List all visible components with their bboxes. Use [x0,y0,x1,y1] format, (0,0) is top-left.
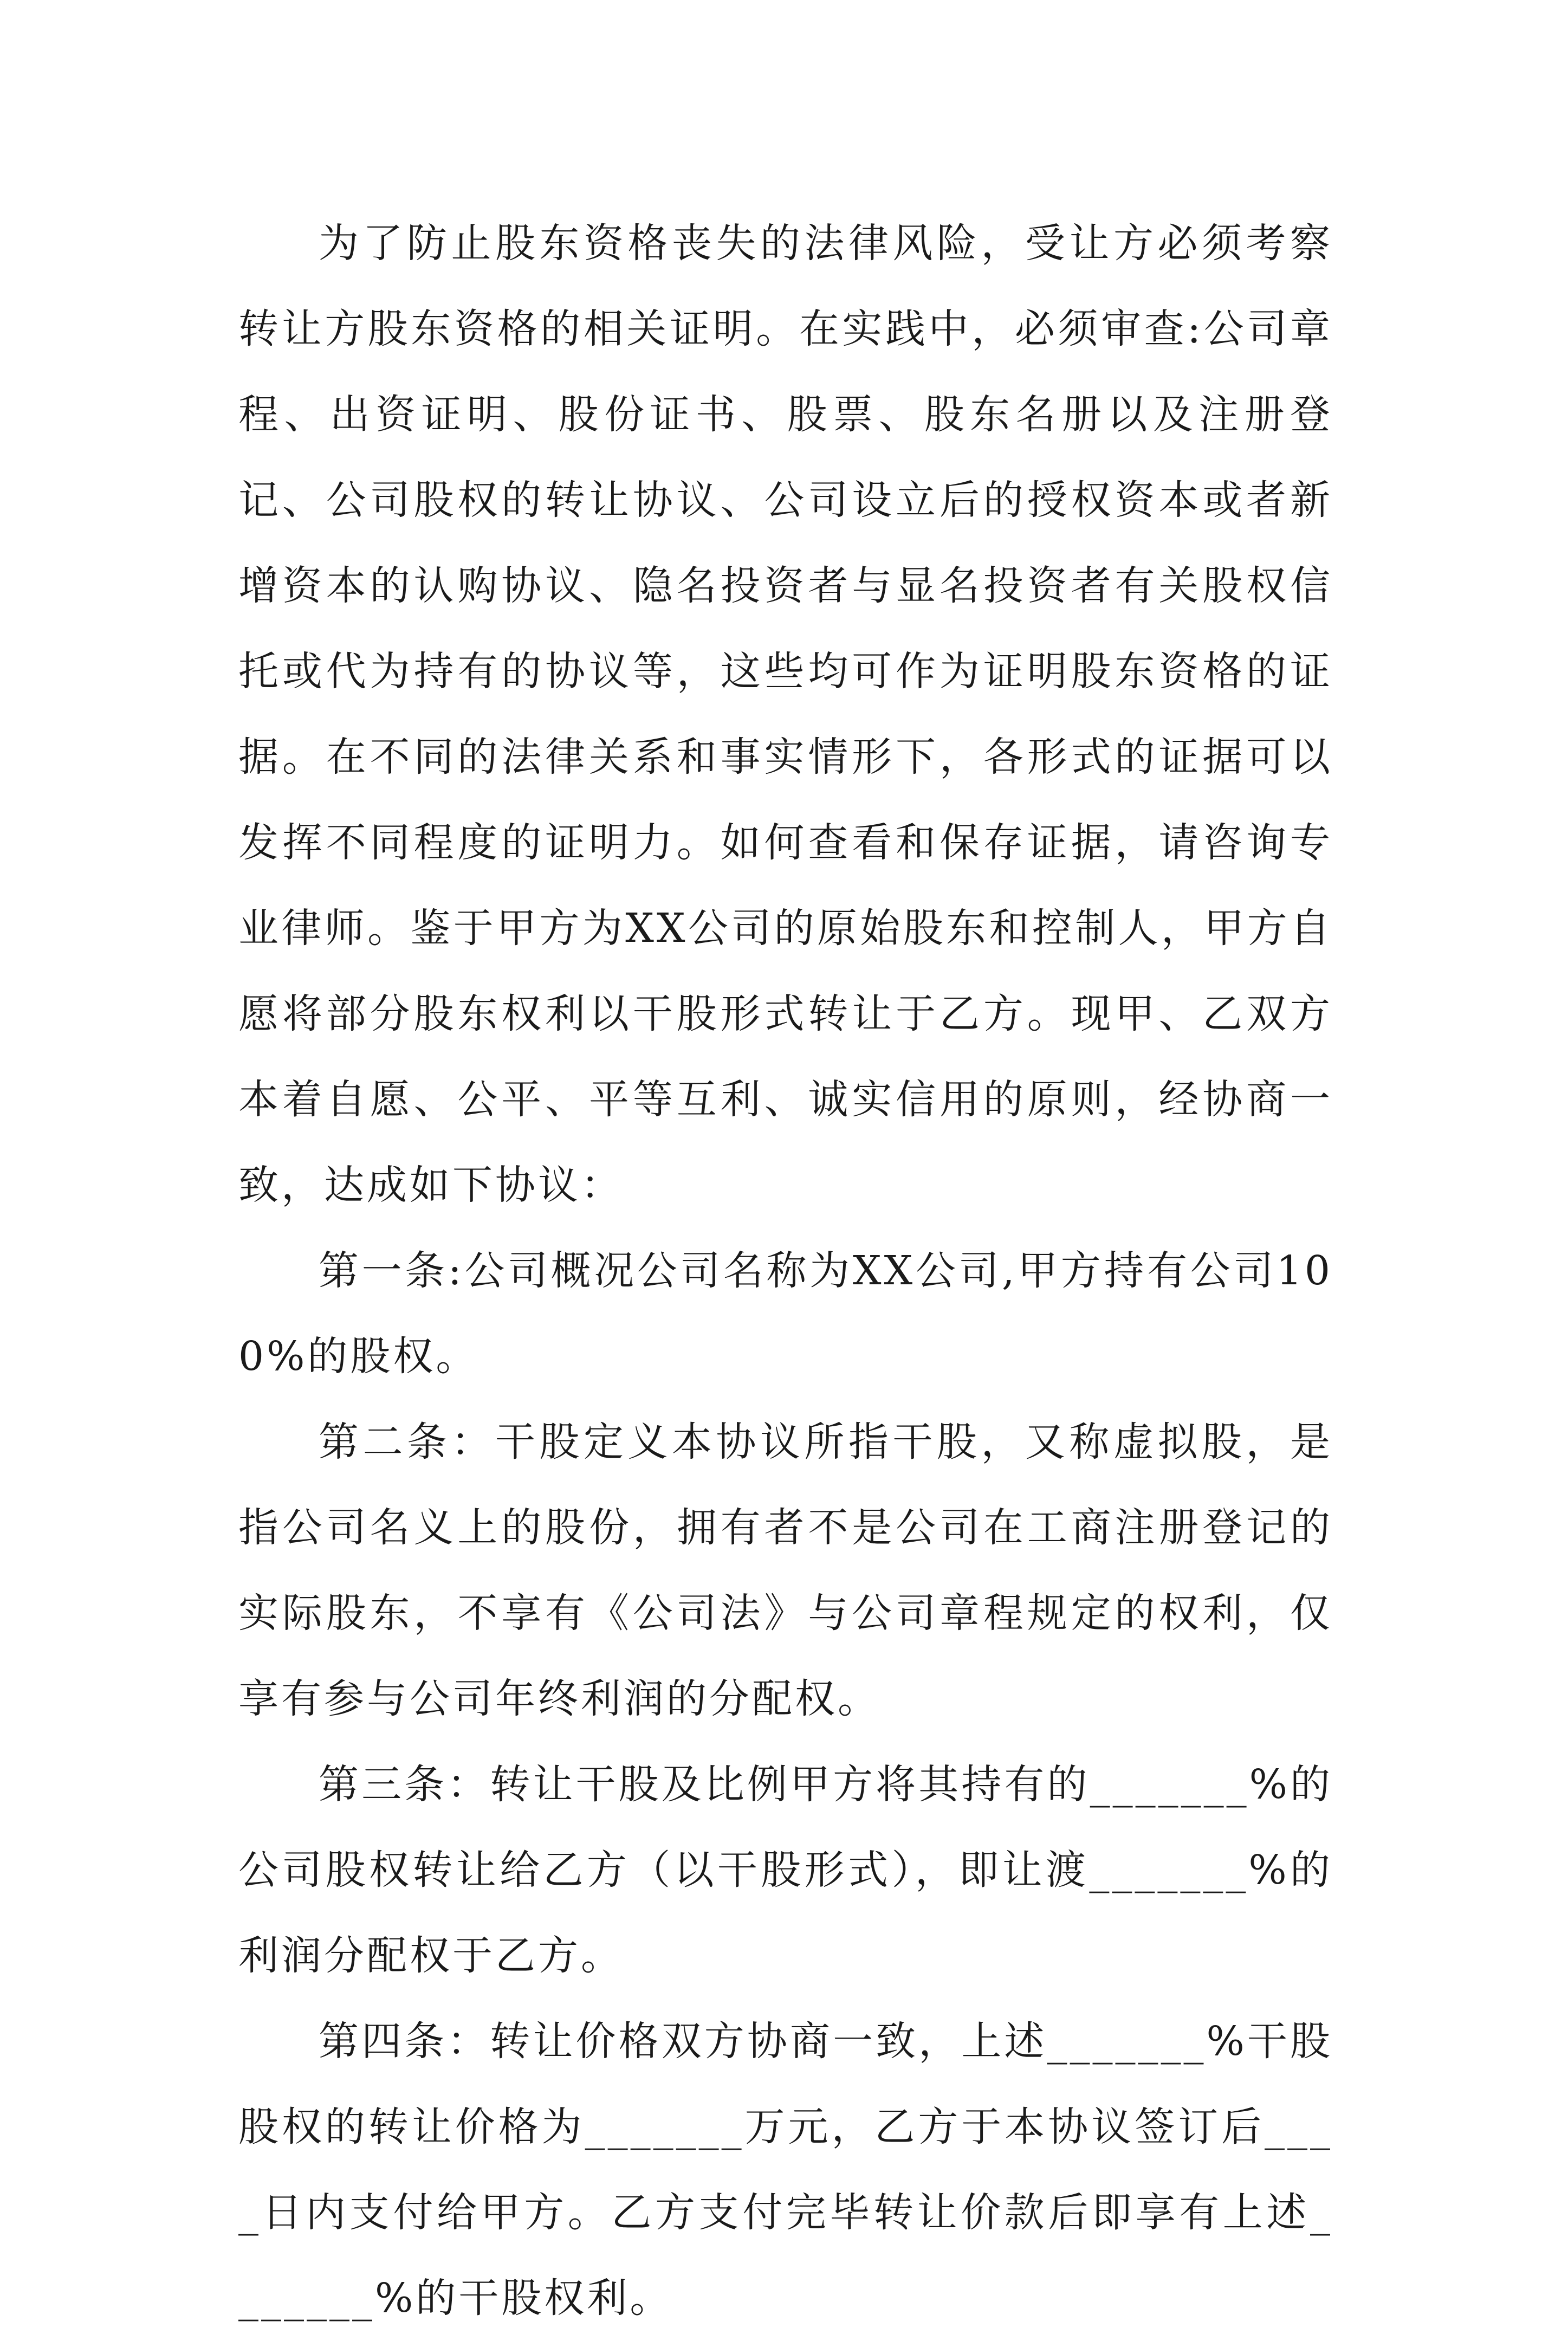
paragraph-article-3: 第三条：转让干股及比例甲方将其持有的_______%的公司股权转让给乙方（以干股形式），即让渡_______%的利润分配权于乙方。 [238,1761,1333,1979]
paragraph-article-2: 第二条：干股定义本协议所指干股，又称虚拟股，是指公司名义上的股份，拥有者不是公司在工商注册登记的实际股东，不享有《公司法》与公司章程规定的权利，仅享有参与公司年终利润的分配权。 [238,1419,1333,1722]
document-body [238,201,1333,2341]
paragraph-article-1: 第一条:公司概况公司名称为XX公司,甲方持有公司100%的股权。 [238,1247,1333,1380]
paragraph-article-4: 第四条：转让价格双方协商一致，上述_______%干股股权的转让价格为_______万元，乙方于本协议签订后____日内支付给甲方。乙方支付完毕转让价款后即享有上述_______%的干股权利。 [238,2018,1333,2321]
paragraph-preamble: 为了防止股东资格丧失的法律风险，受让方必须考察转让方股东资格的相关证明。在实践中，必须审查:公司章程、出资证明、股份证书、股票、股东名册以及注册登记、公司股权的转让协议、公司设立后的授权资本或者新增资本的认购协议、隐名投资者与显名投资者有关股权信托或代为持有的协议等，这些均可作为证明股东资格的证据。在不同的法律关系和事实情形下，各形式的证据可以发挥不同程度的证明力。如何查看和保存证据，请咨询专业律师。鉴于甲方为XX公司的原始股东和控制人，甲方自愿将部分股东权利以干股形式转让于乙方。现甲、乙双方本着自愿、公平、平等互利、诚实信用的原则，经协商一致，达成如下协议： [238,220,1333,1208]
